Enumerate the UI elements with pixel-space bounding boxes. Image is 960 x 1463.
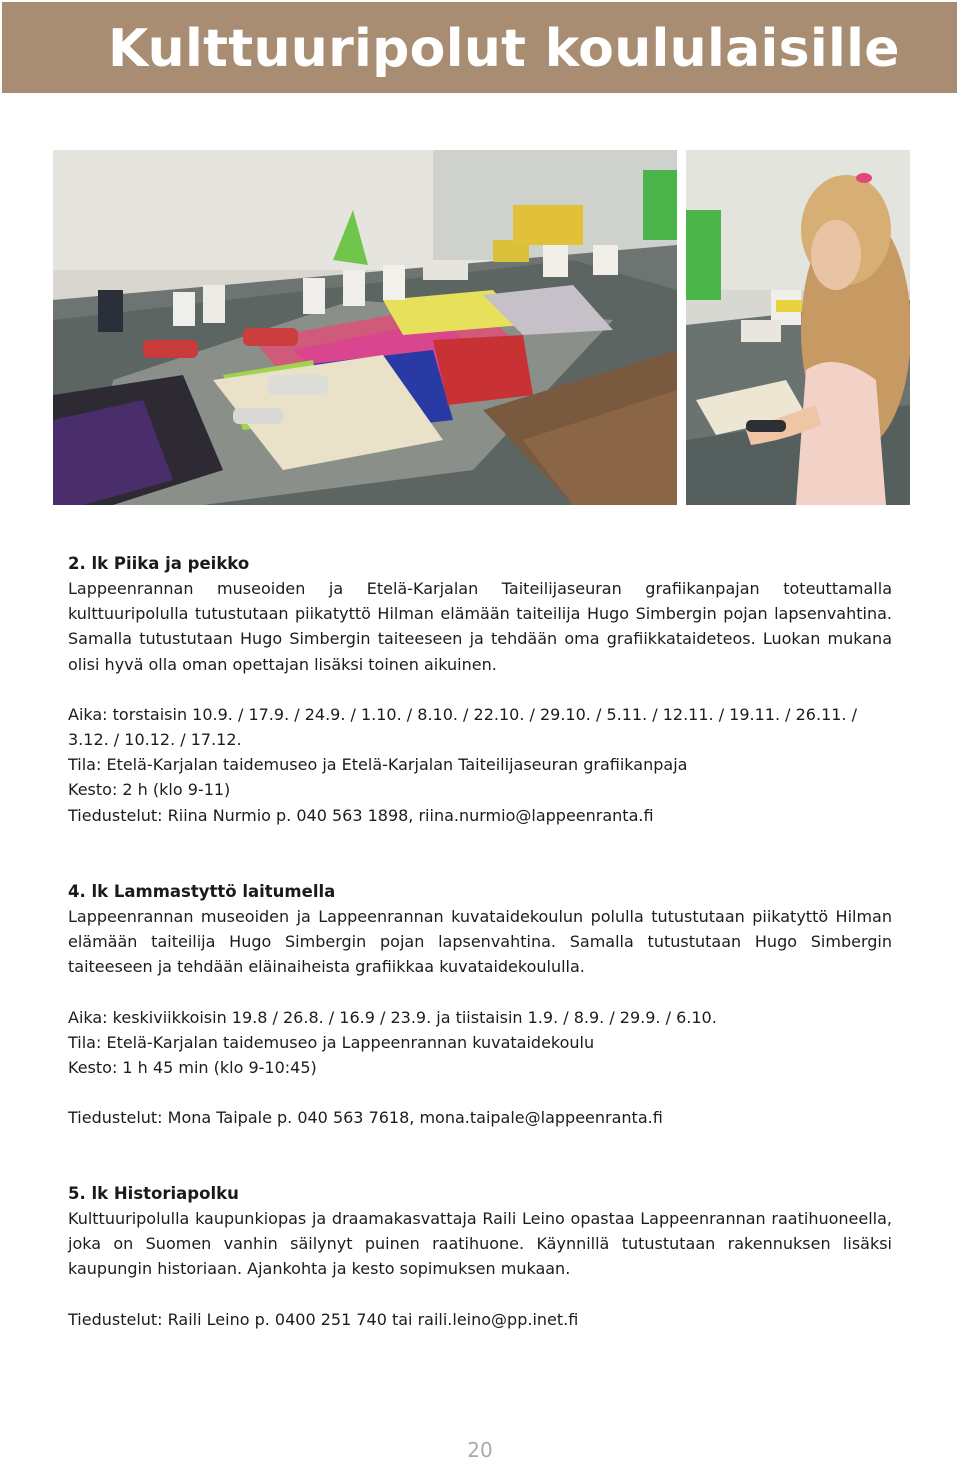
- section-body: Kulttuuripolulla kaupunkiopas ja draamakasvattaja Raili Leino opastaa Lappeenrannan raatihuoneella, joka on Suomen vanhin säilynyt puinen raatihuone. Käynnillä tutustutaan rakennuksen lisäksi kaupungin historiaan. Ajankohta ja kesto sopimuksen mukaan.: [68, 1209, 892, 1279]
- header-band: [2, 2, 957, 93]
- tila-line: Tila: Etelä-Karjalan taidemuseo ja Lappeenrannan kuvataidekoulu: [68, 1032, 595, 1052]
- tila-line: Tila: Etelä-Karjalan taidemuseo ja Etelä-Karjalan Taiteilijaseuran grafiikanpaja: [68, 755, 688, 775]
- section-lammastytto-laitumella: [68, 879, 892, 1130]
- workshop-photo-illustration: [53, 150, 677, 505]
- section-piika-ja-peikko: [68, 551, 892, 828]
- section-body: Lappeenrannan museoiden ja Etelä-Karjalan Taiteilijaseuran grafiikanpajan toteuttamalla kulttuuripolulla tutustutaan piikatyttö Hilman elämään taiteilija Hugo Simbergin pojan lapsenvahtina. Samalla tutustutaan Hugo Simbergin taiteeseen ja tehdään oma grafiikkataideteos. Luokan mukana olisi hyvä olla oman opettajan lisäksi toinen aikuinen.: [68, 579, 892, 674]
- section-body: Lappeenrannan museoiden ja Lappeenrannan kuvataidekoulun polulla tutustutaan piikatyttö Hilman elämään taiteilija Hugo Simbergin pojan lapsenvahtina. Samalla tutustutaan Hugo Simbergin taiteeseen ja tehdään eläinaiheista grafiikkaa kuvataidekoululla.: [68, 907, 892, 977]
- tiedustelut-line: Tiedustelut: Riina Nurmio p. 040 563 1898, riina.nurmio@lappeenranta.fi: [68, 805, 654, 825]
- page-number: 20: [467, 1438, 493, 1462]
- aika-line: Aika: torstaisin 10.9. / 17.9. / 24.9. / 1.10. / 8.10. / 22.10. / 29.10. / 5.11. / 12.11. / 19.11. / 26.11. / 3.12. / 10.12. / 17.12.: [68, 704, 857, 750]
- aika-line: Aika: keskiviikkoisin 19.8 / 26.8. / 16.9 / 23.9. ja tiistaisin 1.9. / 8.9. / 29.9. / 6.10.: [68, 1007, 717, 1027]
- tiedustelut-line: Tiedustelut: Raili Leino p. 0400 251 740 tai raili.leino@pp.inet.fi: [68, 1309, 579, 1329]
- section-historiapolku: [68, 1181, 892, 1332]
- workshop-photo: [53, 150, 677, 505]
- child-photo-illustration: [686, 150, 910, 505]
- kesto-line: Kesto: 1 h 45 min (klo 9-10:45): [68, 1058, 317, 1078]
- section-heading: 4. lk Lammastyttö laitumella: [68, 882, 336, 901]
- section-heading: 5. lk Historiapolku: [68, 1184, 239, 1203]
- tiedustelut-line: Tiedustelut: Mona Taipale p. 040 563 7618, mona.taipale@lappeenranta.fi: [68, 1108, 663, 1128]
- section-heading: 2. lk Piika ja peikko: [68, 554, 250, 573]
- child-photo: [686, 150, 910, 505]
- page-title: Kulttuuripolut koululaisille: [108, 19, 900, 79]
- kesto-line: Kesto: 2 h (klo 9-11): [68, 780, 231, 800]
